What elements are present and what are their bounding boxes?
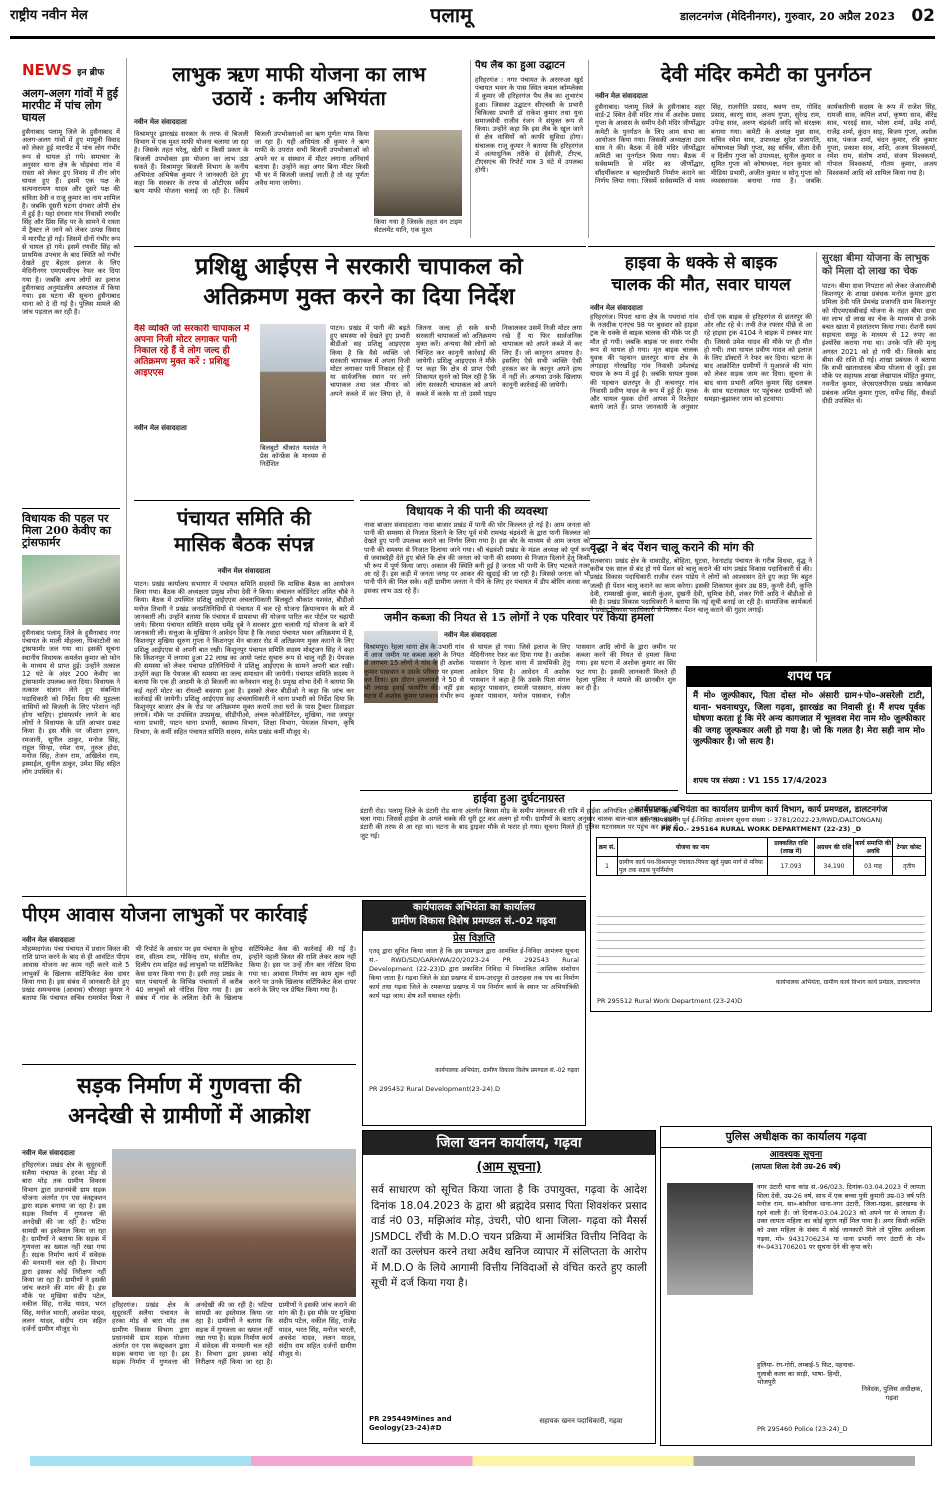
land-body: विश्रामपुर। रेहला थाना क्षेत्र के उभारी गांव में आज जमीन पर कब्जा करने के नियत से लगभग 15 लोगों ने गांव के ही अशोक कुमार पासवान व उसके परिवार पर हमला कर दिया। इस दौरान हमलावरों ने 50 से भी ज्यादा हवाई फायरिंग की। वहीं इस घटना में अशोक कुमार पासवान गंभीर रूप से घायल हो गया। जिसे इलाज के लिए मेदिनीनगर रेफर कर दिया गया है। अशोक पासवान ने रेहला थाना में प्राथमिकी हेतु आवेदन दिया है। आवेदन में अशोक पासवान ने कहा है कि उसके पिता मंगल बहादुर पासवान, रामजी पासवान, संजय कुमार पासवान, मनोज पासवान, रंजीत पासवान आदि लोगों के द्वारा जमीन पर कब्जा करने की नियत से हमला किया गया। इस घटना में अशोक कुमार का सिर फट गया है। इसकी जानकारी मिलते ही रेहला पुलिस ने मामले की छानबीन शुरु कर दी है।	[364, 643, 676, 701]
table-cell: ग्रामीण कार्य पथ-विश्रामपुर पंचायत-पिपरा खुर्द मुख्य मार्ग से मनिया पुल तक सड़क पुनर्निर्माण	[618, 857, 768, 876]
pmay-story	[22, 900, 356, 1050]
brief-item-title: विधायक की पहल पर मिला 200 केवीए का ट्रांसफार्मर	[22, 512, 111, 549]
panchayat-headline: पंचायत समिति की	[177, 506, 311, 530]
insurance-body: पाटन। बीमा दावा निपटारा को लेकर जेआरजीबी किशनपुर के शाखा प्रबंधक मनोज कुमार द्वारा प्रमिला देवी पति प्रेमचंद्र प्रजापति ग्राम किशनपुर को पीएमएसबीवाई योजना के तहत बीमा दावा का लाभ दो लाख का चेक के माध्यम से उनके बचत खाता में हस्तांतरण किया गया। रोशनी स्वयं सहायता समूह के माध्यम से 12 रुपए का इंश्योरेंस कराया गया था। उनके पति की मृत्यु अगस्त 2021 को हो गयी थी। जिसके बाद बीमा की राशि दी गई। शाखा प्रबंधक ने बताया कि सभी खाताधारक बीमा योजना से जुड़ें। इस मौके पर सहायक शाखा लेखापाल मोहित कुमार, नवनीत कुमार, जेएसएलपीएस प्रखंड कार्यक्रम प्रबंधक अमित कुमार गुप्ता, धर्मेन्द्र सिंह, सैकड़ों दीदी उपस्थित थे।	[822, 282, 936, 405]
rural-dev-title: कार्यपालक अभियंता का कार्यालय	[363, 901, 585, 915]
rwd-signature: कार्यपालक अभियंता, ग्रामीण कार्य विभाग कार्य प्रमंडल, डालटनगंज	[775, 979, 921, 986]
rwd-tender-ad	[590, 800, 932, 1012]
byline: नवीन मेल संवाददाता	[134, 424, 187, 432]
highway-story	[590, 252, 812, 532]
path-lab-story	[470, 60, 583, 238]
ias-headline: प्रशिक्षु आईएस ने सरकारी चापाकल को	[195, 253, 523, 280]
police-subheading: (लापता शिला देवी उम्र-26 वर्ष)	[751, 1162, 841, 1171]
temple-story	[588, 60, 937, 238]
temple-body: हुसैनाबाद। पलामू जिले के हुसैनाबाद शहर वार्ड-2 स्थित देवी मंदिर गांव में अशोक प्रसाद गुप्ता के आवास के समीप देवी मंदिर जीर्णोद्धार कमेटी के पुनर्गठन के लिए आम सभा का आयोजन किया गया। जिसकी अध्यक्षता उदय साव ने की। बैठक में देवी मंदिर जीर्णोद्धार कमिटी का पुनर्गठन किया गया। बैठक में सर्वसम्मति से मंदिर का जीर्णोद्धार, सौंदर्यीकरण व चहारदीवारी निर्माण कराने का निर्णय लिया गया। जिसमें सर्वसम्मति से मध्य सिंह, राजनीति प्रसाद, श्रवण राम, गोविंद प्रसाद, कारगु साव, अजय गुप्ता, सुरेन्द्र राम, उपेन्द्र साव, अरुण चंद्रवंशी आदि को संरक्षक बनाया गया। कमेटी के अध्यक्ष मुन्ना साव, सचिव रमेश साव, उपाध्यक्ष सुरेश प्रजापति, कोषाध्यक्ष मिन्नी गुप्ता, सह सचिव, सीता देवी व दिलीप गुप्ता को उपाध्यक्ष, सुनील कुमार व सुमित गुप्ता को कोषाध्यक्ष, नंदन कुमार को मीडिया प्रभारी, अजीत कुमार व सोनू गुप्ता को व्यवस्थापक बनाया गया है। जबकि कार्यकारिणी सदस्य के रूप में राजेश सिंह, रामजी साव, कपिल शर्मा, कृष्णा साव, बीरेंद्र साव, भरदई साव, भोला शर्मा, उमेंद्र शर्मा, राजेंद्र शर्मा, कुंदन साह, बिजय गुप्ता, अशोक साव, पंकज शर्मा, चंदन कुमार, रवि कुमार गुप्ता, प्रकाश साव, शशि, अजय विश्वकर्मा, रमेश राम, संतोष शर्मा, संजय विश्वकर्मा, गोपाल विश्वकर्मा, गौतम कुमार, अजय विश्वकर्मा आदि को शामिल किया गया है।	[595, 103, 937, 185]
rwd-title: कार्यपालक अभियंता का कार्यालय ग्रामीण कार्य विभाग, कार्य प्रमण्डल, डालटनगंज	[634, 805, 888, 815]
missing-person-photo	[667, 1183, 753, 1295]
loan-body: विश्रामपुर झारखंड सरकार के तरफ से बिजली विभाग में एक मुश्त माफी योजना चलाया जा रहा है। जिसके तहत घरेलू, खेती व किसी प्रकार के बिजली उपभोक्ता इस योजना का लाभ उठा सकते हैं। विश्रामपुर बिजली विभाग के कनीय अभियंता अभिषेक कुमार ने जानकारी देते हुए कहा कि सरकार के तरफ से ओटीएस स्कीम ऋण माफी योजना चलाई जा रही है। जिसमें बिजली उपभोक्ताओं का ऋण पूर्णतः माफ किया जा रहा है। यही अधियंता श्री कुमार ने ऋण माफी के उपरांत सभी बिजली उपभोक्ताओं को अपने घर व संस्थान में मीटर लगाना अनिवार्य बताया है। उन्होंने कहा अगर बिना मीटर किसी भी घर में बिजली जलाई जाती है तो वह पूर्णतः अवैध माना जायेगा।	[134, 130, 369, 196]
news-brief-column	[22, 60, 120, 890]
news-brief-tag	[22, 60, 120, 82]
hiwa-body: डंटारी रोड। पलामू जिले के डंटारी रोड थाना अंतर्गत बिरसा मोड़ के समीप मंगलवार की रात्रि में हाईवा अनियंत्रित होकर रोड से खाई में चला गया। जिससे हाईवा के अगले चक्के की धुरी टूट कर अलग हो गयी। ग्रामीणों के बताए अनुसार चालक बाल-बाल बच गया। हाइवा डंटारी की तरफ से आ रहा था। घटना के बाद ड्राइवर मौके से फरार हो गया। सूचना मिलते ही पुलिस घटनास्थल पर पहुंच कर जांच में जुट गई।	[360, 807, 678, 840]
page-number: 02	[911, 6, 935, 26]
ias-photo-caption: बिलबुटो श्रीकांत यशवंत ने प्रेस कॉन्फ्रेंस के माध्यम से निर्देशित	[260, 444, 326, 469]
pmay-body: मोहम्मदगंज। पंचा पंचायत में प्रधान किस्त की राशि प्राप्त करने के बाद से ही आवंटित पीएम आवास योजना का काम नहीं करने वाले 5 लाभुकों के खिलाफ सर्टिफिकेट केस दायर किया गया है। इस संबंध में जानकारी देते हुए प्रखंड समन्वयक (आवास) चौरसहा कुमार ने बताया कि पंचायत सचिव रामरमेश मिश्रा ने भी रिपोर्ट के आधार पर इस पंचायत के सुरेन्द्र राम, सीतम राम, गोविन्द राम, संजीत राम, दिलीप राम सहित कई लाभुकों पर सर्टिफिकेट केस दायर किया गया है। इसी तरह प्रखंड के सात पंचायतों के विभिन्न पंचायतों में करीब 40 लाभुकों को नोटिस दिया गया है। इस संबंध में गांव के ललिता देवी के खिलाफ सर्टिफिकेट केस की कार्रवाई की गई है। इन्होंने पहली किस्त की राशि लेकर काम नहीं किया है। इस पर उन्हें तीन बार नोटिस दिया गया था। आवास निर्माण का काम शुरू नहीं करने पर उनके खिलाफ सर्टिफिकेट केस दायर करने के लिए पत्र प्रेषित किया गया है।	[22, 945, 356, 1003]
hiwa-headline: हाईवा हुआ दुर्घटनाग्रस्त	[473, 792, 565, 805]
affidavit-title: शपथ पत्र	[687, 667, 931, 687]
section-rule	[588, 246, 935, 247]
panchayat-story	[134, 500, 354, 891]
mines-footer: PR 295449Mines and Geology(23-24)#D	[369, 1415, 452, 1432]
loan-headline-2: उठायें : कनीय अभियंता	[212, 86, 386, 110]
byline: नवीन मेल संवाददाता	[134, 118, 187, 126]
table-header: प्राक्कलित राशि (लाख में)	[768, 838, 815, 857]
brief-item-body: हुसैनाबाद पलामू जिले के हुसैनाबाद नगर पंचायत के माली मोहल्ला, पिकाटोली का ट्रांसफार्मर जल गया था। इसकी सूचना स्थानीय विधायक कमलेश कुमार को फोन के माध्यम से प्राप्त हुई। उन्होंने तत्काल 12 घंटे के अंदर 200 केवीए का ट्रांसफार्मर उपलब्ध करा दिया। विधायक ने तत्काल संज्ञान लेते हुए संबन्धित पदाधिकारी को निर्देश दिया की मुहल्ला वासियों को बिजली के लिए परेशान नहीं होना चाहिए। ट्रांसफार्मर लगने के बाद लोगों ने विधायक के प्रति आभार प्रकट किया है। इस मौके पर जीशान हसन, रमजानी, सुनील ठाकुर, मनोज सिंह, राहुल सिन्हा, रमेश राम, नुरुल होदा, मनोज सिंह, तेजन राम, अखिलेश राम, इस्माईल, सुनील ठाकुर, उमेश सिंह सहित लोग उपस्थित थे।	[22, 629, 120, 777]
photo-caption: किया गया है जिसके तहत वन टाइम सेटलमेंट यानि, एक मुश्त	[374, 218, 462, 235]
pmay-headline: पीएम आवास योजना लाभुकों पर कार्रवाई	[22, 904, 308, 926]
table-cell: 1	[597, 857, 618, 876]
masthead-rule	[10, 36, 935, 39]
police-ad	[660, 1126, 932, 1446]
police-description: हुलिया- रंग-गोरी, लम्बाई-5 फिट, पहनावा- गुलाबी कलर का साड़ी, भाषा- हिन्दी, भोजपुरी	[757, 1361, 856, 1387]
table-cell: तृतीय	[893, 857, 926, 876]
transformer-photo	[22, 555, 120, 625]
rwd-footer: PR 295512 Rural Work Department (23-24)D	[597, 997, 743, 1005]
byline: नवीन मेल संवाददाता	[217, 567, 271, 575]
police-heading: आवश्यक सूचना	[769, 1150, 823, 1160]
table-header: अग्रधन की राशि	[815, 838, 854, 857]
masthead	[10, 0, 935, 46]
pullquote: वैसे व्यक्ति जो सरकारी चापाकल में अपना निजी मोटर लगाकर पानी निकाल रहे हैं वे लोग जल्द ही अतिक्रमण मुक्त करें : प्रशिक्षु आइएएस	[134, 324, 250, 378]
section-rule	[134, 246, 586, 247]
road-body-col1: हरिहरगंज। प्रखंड क्षेत्र के सुदूरवर्ती सलैया पंचायत के हरका मोड़ से बारा मोड़ तक ग्रामीण विकास विभाग द्वारा प्रधानमंत्री ग्राम सड़क योजना अंतर्गत एन एस कंस्ट्रक्शन द्वारा सड़क बनाया जा रहा है। इस सड़क निर्माण में गुणवत्ता की अनदेखी की जा रही है। घटिया सामग्री का इस्तेमाल किया जा रहा है। ग्रामीणों ने बताया कि सड़क में गुणवत्ता का ख्याल नहीं रखा गया है। सड़क निर्माण कार्य में संवेदक की मनमानी चल रही है। विभाग द्वारा इसका कोई निरीक्षण नहीं किया जा रहा है। ग्रामीणों ने इसकी जांच कराने की मांग की है। इस मौके पर मुखिया संदीप पटेल, वकील सिंह, राजेंद्र यादव, भरत सिंह, मनोज भारती, अवधेश यादव, ललन यादव, संदीप राम सहित दर्जनों ग्रामीण मौजूद थे।	[22, 1161, 106, 1334]
affidavit-number: शपथ पत्र संख्या : V1 155 17/4/2023	[693, 776, 828, 785]
mines-signature: सहायक खनन पदाधिकारी, गढ़वा	[539, 1417, 623, 1425]
road-body-col2: हरिहरगंज। प्रखंड क्षेत्र के सुदूरवर्ती सलैया पंचायत के हरका मोड़ से बारा मोड़ तक ग्रामीण विकास विभाग द्वारा प्रधानमंत्री ग्राम सड़क योजना अंतर्गत एन एस कंस्ट्रक्शन द्वारा सड़क बनाया जा रहा है। इस सड़क निर्माण में गुणवत्ता की अनदेखी की जा रही है। घटिया सामग्री का इस्तेमाल किया जा रहा है। ग्रामीणों ने बताया कि सड़क में गुणवत्ता का ख्याल नहीं रखा गया है। सड़क निर्माण कार्य में संवेदक की मनमानी चल रही है। विभाग द्वारा इसका कोई निरीक्षण नहीं किया जा रहा है। ग्रामीणों ने इसकी जांच कराने की मांग की है। इस मौके पर मुखिया संदीप पटेल, वकील सिंह, राजेंद्र यादव, भरत सिंह, मनोज भारती, अवधेश यादव, ललन यादव, संदीप राम सहित दर्जनों ग्रामीण मौजूद थे।	[112, 1301, 356, 1367]
rwd-fine-print	[597, 911, 925, 975]
brief-item-body: हुसैनाबाद पलामू जिले के हुसैनाबाद में अलग-अलग गांवों में हुए मामूली विवाद को लेकर हुई मारपीट में पांच लोग गंभीर रूप से घायल हो गये। समाचार के अनुसार थाना क्षेत्र के घोड़बंधा गांव में रास्ता को लेकर हुए विवाद में तीन लोग घायल हुए हैं। इसमें एक पक्ष के सत्यनारायण यादव और दूसरे पक्ष की सविता देवी व राजू कुमार का नाम शामिल है। जबकि दूसरी घटना दंगवार ओपी क्षेत्र में हुई है। यहां दंगवार गांव निवासी रणवीर सिंह और प्रिंस सिंह पर के सामने ये रास्ता में ट्रैक्टर ले जाने को लेकर उत्पन्न विवाद में मारपीट हो गई। जिसमें दोनों गंभीर रूप से घायल हो गये। इसमें रणवीर सिंह को प्राथमिक उपचार के बाद स्थिति को गंभीर देखते हुए बेहतर इलाज के लिए मेदिनीनगर एमएमसीएच रेफर कर दिया गया है। जबकि अन्य लोगों का इलाज हुसैनाबाद अनुमंडलीय अस्पताल में किया गया। इस घटना की सूचना हुसैनाबाद थाना को दे दी गई है। पुलिस मामले की जांच पड़ताल कर रही है।	[22, 128, 120, 317]
table-header: कार्य समाप्ति की अवधि	[854, 838, 893, 857]
table-cell: 03 माह	[854, 857, 893, 876]
byline: नवीन मेल संवाददाता	[22, 936, 75, 944]
path-lab-body: हरिहरगंज : नगर पंचायत के अरररुआ खुर्द पंचायत भवन के पास स्थित कमल कॉम्प्लेक्स में कुमार जी हरिहरगंज पैथ लैब का शुभारंभ हुआ। जिसका उद्घाटन सीएचसी के प्रभारी चिकित्सा प्रभारी डॉ राकेश कुमार तथा युवा समाजसेवी राजीव रंजन ने संयुक्त रूप से किया। उन्होंने कहा कि इस लैब के खुल जाने से क्षेत्र वासियों को काफी सुविधा होगा। संचालक राजू कुमार ने बताया कि हरिहरगंज में अत्याधुनिक तरीके से ईसीजी, टीएच, टीएसएच की रिपोर्ट मात्र 3 घंटे में उपलब्ध होगी।	[475, 76, 583, 175]
section-rule	[22, 896, 586, 897]
ias-headline-2: अतिक्रमण मुक्त करने का दिया निर्देश	[203, 283, 515, 310]
loan-headline: लाभुक ऋण माफी योजना का लाभ	[172, 62, 426, 86]
byline: नवीन मेल संवाददाता	[444, 631, 497, 639]
byline: नवीन मेल संवाददाता	[595, 92, 648, 100]
panchayat-body: पाटन। प्रखंड कार्यालय सभागार में पंचायत समिति सदस्यों कि मासिक बैठक का आयोजन किया गया। बैठक की अध्यक्षता प्रमुख शोभा देवी ने किया। संचालन कोर्डिनेटर अमित चौबे ने किया। बैठक में उपस्थित प्रशिक्षु आईएएस अंचलाधिकारी बिलबुटो श्रीकांत यशवंत, बीडीओ मनोज तिवारी ने प्रखंड जनप्रतिनिधियों से पंचायत में चल रहे योजना क्रियान्वयन के बारे में जानकारी ली। उन्होंने बताया कि पंचायत में ग्रामसभा की योजना पारित कर पोर्टल पर चढ़ायी जाये। सिरमा पंचायत समिति सदस्य धर्मेंद्र दुबे ने सरकार द्वारा चलायी गई योजना के बारे में जानकारी ली। सत्तुआ के मुखिया ने आवेदन दिया है कि नवादा पंचायत भवन अतिक्रमण में है, किशनपुर मुखिया सुरुण गुप्ता ने किशनपुर मेन बाजार रोड में अतिक्रमण मुक्त कराने के लिए प्रशिक्षु आईएएस से अपनी बात रखी। किशुनपुर पंचायत समिति सदस्य मोस्ट्रंजन सिंह ने कहा कि किशनपुर में लगाया हुआ 22 लाख का आयो प्लांट सुचारु रूप से चालू नहीं है। पेयजल की समस्या को लेकर पंचायत प्रतिनिधियों ने प्रशिक्षु आईएएस के सामने अपनी बात रखी। उन्होंने कहा कि पेयजल की समस्या का जल्द समाधान की जायेगी। पंचायत समिति सदस्य ने बताया कि एक ही आदमी के दो बिजली का कनेक्शन चालू है। प्रमुख शोभा देवी ने बताया कि कई नहरों मोटर का रॉयल्टी बकाया हुआ है। इसको लेकर बीडीओ ने कहा कि जांच कर कार्रवाई की जायेगी। प्रशिक्षु आईएएस सह अंचलाधिकारी ने थाना प्रभारी को निर्देश दिया कि किशुनपुर बाजार क्षेत्र के रोड पर अतिक्रमण मुक्त करायें तथा घरों के पास ट्रैक्टर डिवाइडर लगायें। मौके पर उपस्थित उपप्रमुख, सीडीपीओ, अंचल कोऑर्डिनेटर, मुखिया, नवा जयपुर थाना प्रभारी, पाटन थाना प्रभारी, स्वास्थ्य विभाग, शिक्षा विभाग, पेयजल विभाग, कृषि विभाग, के कर्मी सहित पंचायत समिति सदस्य, समेत प्रखंड कर्मी मौजूद थे।	[134, 580, 354, 736]
table-header: क्रम सं.	[597, 838, 618, 857]
police-title: पुलिस अधीक्षक का कार्यालय गढ़वा	[661, 1127, 931, 1148]
rural-dev-signature: कार्यपालक अभियंता, ग्रामीण विकास विशेष प्रमण्डल सं.-02 गढ़वा	[435, 1067, 579, 1074]
section-title: पलामू	[430, 3, 473, 27]
table-header: योजना का नाम	[618, 838, 768, 857]
police-footer: PR 295460 Police (23-24)_D	[757, 1425, 848, 1433]
table-header: टेन्डर कोस्ट	[893, 838, 926, 857]
rwd-pr: PR NO.- 295164 RURAL WORK DEPARTMENT (22-23) _D	[660, 825, 862, 833]
news-tag: NEWS	[22, 61, 73, 79]
table-cell: 17.093	[768, 857, 815, 876]
highway-body: हरिहरगंज। पिपरा थाना क्षेत्र के पथरावां गांव के नजदीक एनएच 98 पर बुधवार को हाइवा ट्रक के धक्के से बाइक चालक की मौके पर ही मौत हो गयी। जबकि बाइक पर सवार गंभीर रूप से घायल हो गया। मृत बाइक चालक युवक की पहचान छतरपुर थाना क्षेत्र के लंगड़ाहा गोरखदिह गांव निवासी उमेशचंद्र यादव के रूप में हुई है। जबकि घायल युवक की पहचान छतरपुर के ही कचनपुर गांव निवासी प्रवीण यादव के रूप में हुई है। मृतक और घायल युवक दोनों आपस में रिश्तेदार बताये जाते हैं। प्राप्त जानकारी के अनुसार दोनों एक बाइक से हरिहरगंज से छतरपुर की ओर लौट रहे थे। तभी तेज रफ्तार पीछे से आ रहे हाइवा ट्रक 4104 ने बाइक में टक्कर मार दी। जिससे उमेश यादव की मौके पर ही मौत हो गयी। तथा घायल प्रवीण यादव को इलाज के लिए डॉक्टरों ने रेफर कर दिया। घटना के बाद आक्रोशित ग्रामीणों ने मुआवजे की मांग को लेकर सड़क जाम कर दिया। सूचना के बाद थाना प्रभारी अमित कुमार सिंह दलबल के साथ घटनास्थल पर पहुंचकर ग्रामीणों को समझा-बुझाकर जाम को हटवाया।	[590, 313, 812, 412]
rural-dev-title-2: ग्रामीण विकास विशेष प्रमण्डल सं.-02 गढ़वा	[363, 915, 585, 931]
dateline: डालटनगंज (मेदिनीनगर), गुरुवार, 20 अप्रैल 2023	[679, 10, 895, 23]
loan-story	[134, 62, 464, 242]
land-story	[360, 608, 678, 787]
brief-tag: इन ब्रीफ	[77, 68, 105, 78]
insurance-headline: सुरक्षा बीमा योजना के लाभुक को मिला दो लाख का चेक	[822, 253, 930, 277]
pension-body: सतबरवा। प्रखंड क्षेत्र के धावाडीह, बोहिता, घुटवा, रेवनाटांड़ पंचायत के गरीब विधवा, वृद्ध ने करीब एक साल से बंद हो गये पेंशन को चालू कराने की मांग प्रखंड विकास पदाधिकारी से की। प्रखंड विकास पदाधिकारी राजीव रंजन पांडेय ने लोगों को आश्वासन देते हुए कहा कि बहुत जल्दी ही पेंशन चालू कराने का काम करेगा। इसकी शिकायत कुंवर उम्र 89, कुन्ती देवी, कुन्ति देवी, रामसखी कुंवर, बसंती कुंअर, दुखनी देवी, सुमित्रा देवी, शंकर गिरी आदि ने बीडीओ से की है। प्रखंड विकास पदाधिकारी ने बताया कि नई सूची बनाई जा रही है। सामाजिक कार्यकर्ता ने प्रखंड विकास पदाधिकारी से मिलकर पेंशन चालू कराने की गुहार लगाई।	[590, 557, 812, 615]
police-signature: निवेदक, पुलिस अधीक्षक, गढ़वा	[861, 1385, 923, 1402]
column-divider	[126, 58, 127, 896]
villagers-protest-photo	[112, 1149, 356, 1297]
mines-ad	[362, 1130, 656, 1444]
road-story	[22, 1064, 356, 1447]
ias-officer-photo	[260, 324, 326, 442]
affidavit-notice	[686, 666, 932, 794]
police-body: नगर उंटारी थाना कांड सं.-96/023, दिनांक-03.04.2023 में लापता शिला देवी, उम्र-26 वर्ष, साथ में एक बच्चा पुत्री कुमारी उम्र-03 वर्ष पति मनोज राम, सा०-बांसीधर थाना-नगर उंटारी, जिला-गढ़वा, झारखण्ड के रहने वाली हैं। जो दिनांक-03.04.2023 को अपने घर से लापता हैं। उक्त लापता महिला का कोई सुराग नहीं मिल पाया है। अगर किसी व्यक्ति को उक्त महिला के संबंध में कोई जानकारी मिले तो पुलिस अधीक्षक गढ़वा, मो० 9431706234 या थाना प्रभारी नगर उंटारी के मो० नं०-9431706201 पर सूचना देने की कृपा करें।	[757, 1183, 925, 1252]
mla-water-story	[360, 500, 590, 605]
highway-headline-2: चालक की मौत, सवार घायल	[611, 275, 791, 295]
press-release-heading: प्रेस विज्ञप्ति	[453, 933, 495, 944]
insurance-story	[816, 252, 936, 662]
mla-water-body: नावा बाजार संवाददाता। नावा बाजार प्रखंड में पानी की घोर किल्लत हो गई है। आम जनता को पानी की समस्या से निजात दिलाने के लिए पूर्व मंत्री रामचंद्र चंद्रवंशी के द्वारा पानी किल्लत को देखते हुए पानी उपलब्ध कराने का निर्णय लिया गया है। इस बोर के माध्यम से आम जनता को पानी की समस्या से निजात दिलाया जाने गया। श्री चंद्रवंशी प्रखंड के मंडल अध्यक्ष को पूर्ण रूप से जवाबदेही देते हुए बोले कि क्षेत्र की जनता को पानी की समस्या से निजात दिलाने हेतु किसी भी रूप में पूर्ण किया जाए। अकाल की स्थिति बनी हुई है जनता भी पानी के लिए भटकते नजर आ रहे हैं। इस कड़ी में जनता जगह पर आकर की खुदाई की जा रही है। जिससे जनता को भी पानी पीने की मिल सके। वहीं ग्रामीण जनता ने पीने के लिए हर पंचायत में डीप बोरिंग करवा कर इसका लाभ उठा रहे हैं।	[364, 521, 590, 595]
paper-logo: राष्ट्रीय नवीन मेल	[10, 8, 88, 23]
office-photo	[374, 130, 462, 216]
rural-dev-footer: PR 295452 Rural Development(23-24).D	[369, 1085, 501, 1093]
byline: नवीन मेल संवाददाता	[590, 304, 643, 312]
mines-title: जिला खनन कार्यालय, गढ़वा	[363, 1131, 655, 1155]
temple-headline: देवी मंदिर कमेटी का पुनर्गठन	[660, 62, 872, 86]
panchayat-headline-2: मासिक बैठक संपन्न	[174, 532, 314, 556]
ias-story	[134, 252, 584, 494]
pension-headline: वृद्धा ने बंद पेंशन चालू कराने की मांग की	[590, 541, 754, 554]
road-headline: सड़क निर्माण में गुणवत्ता की	[76, 1073, 302, 1099]
land-headline: जमीन कब्जा की नियत से 15 लोगों ने एक परिवार पर किया हमला	[384, 611, 654, 624]
table-cell: 34,190	[815, 857, 854, 876]
byline: नवीन मेल संवाददाता	[22, 1149, 75, 1157]
path-lab-headline: पैथ लैब का हुआ उद्घाटन	[475, 60, 565, 71]
mines-heading: (आम सूचना)	[476, 1160, 542, 1175]
ias-body: पाटन। प्रखंड में पानी की बढ़ते हुए समस्या को देखते हुए प्रभारी बीडीओ सह प्रशिक्षु आइएएस किया है कि वैसे व्यक्ति जो सरकारी चापाकल में अपना निजी मोटर लगाकर पानी निकाल रहे हैं या सार्वजनिक स्थान पर लगे चापाकल तथा जल मीनार को अपने कब्जे में कर लिया हो, वे जितना जल्द हो सके सभी सरकारी चापाकलों को अतिक्रमण मुक्त करें। अन्यथा वैसे लोगों को चिन्हित कर कानूनी कार्रवाई की जायेगी। प्रशिक्षु आइएएस ने मौके पर कहा कि क्षेत्र से प्राप्त ऐसी शिकायत सुनने को मिल रही है कि लोग सरकारी चापाकल को अपने कब्जे में करके या तो उसमें पाइप निकालकर उसमें निजी मोटर लगा रखे हैं या फिर सार्वजनिक चापाकल को अपने कब्जे में कर लिए हैं। जो कानूनन अपराध है। इसलिए ऐसे सभी व्यक्ति ऐसी हरकत कर के कानून अपने हाथ में नहीं लें। अन्यथा उनके खिलाफ कानूनी कार्रवाई की जायेगी।	[330, 324, 582, 398]
rural-dev-body: एतद् द्वारा सूचित किया जाता है कि इस प्रमण्डल द्वारा आमंत्रित ई-निविदा आमंत्रण सूचना सं.- RWD/SD/GARHWA/20/2023-24 PR 292543 Rural Development (22-23)D द्वारा प्रकाशित निविदा में निम्नांकित आंशिक संशोधन किया जाता है। गढ़वा जिले के डंडा प्रखण्ड में ग्राम-उरदपुर से उतराहवा तक पथ का निर्माण कार्य तथा गढ़वा जिले के रमकण्डा प्रखण्ड में पथ निर्माण कार्य के स्थान पर अभियांत्रिकी कार्य पढ़ा जाय। शेष शर्तें यथावत रहेगी।	[369, 947, 579, 1000]
rural-dev-ad	[362, 900, 586, 1126]
road-headline-2: अनदेखी से ग्रामीणों में आक्रोश	[68, 1103, 310, 1129]
affidavit-body: मैं मो० जुल्फीकार, पिता दोस्त मो० अंसारी ग्राम+पो०-असरेली टाटी, थाना- भवनाथपुर, जिला गढ़वा, झारखंड का निवासी हूं। मैं शपथ पूर्वक घोषणा करता हूं कि मेरे अन्य कागजात में भूलवश मेरा नाम मो० जुल्फीकार की जगह जुल्फकार अली हो गया है। जो कि गलत है। मेरा सही नाम मो० जुल्फीकार है। जो सत्य है।	[693, 691, 925, 748]
mines-body: सर्व साधारण को सूचित किया जाता है कि उपायुक्त, गढ़वा के आदेश दिनांक 18.04.2023 के द्वारा श्री ब्रह्मदेव प्रसाद पिता शिवशंकर प्रसाद वार्ड नं0 03, मझिआंव मोड़, उंचरी, पो0 थाना जिला- गढ़वा को मैसर्स JSMDCL राँची के M.D.O चयन प्रक्रिया में आमंत्रित वित्तीय निविदा के शर्तों का उल्लंघन करने तथा अवैध खनिज व्यापार में संलिप्तता के आरोप में M.D.O के लिये आगामी वित्तीय निविदाओं से वंचित करते हुए काली सूची में दर्ज किया गया है।	[371, 1184, 647, 1289]
mla-water-headline: विधायक ने की पानी की व्यवस्था	[406, 504, 548, 518]
brief-item-title: अलग-अलग गांवों में हुई मारपीट में पांच लोग घायल	[22, 87, 118, 124]
color-registration-bar	[30, 1456, 915, 1466]
rwd-tender-table	[596, 837, 926, 876]
highway-headline: हाइवा के धक्के से बाइक	[624, 253, 778, 273]
rwd-subtitle: अति अल्पकालीन पुर्न ई-निविदा आमंत्रण सूचना संख्या :- 3781/2022-23/RWD/DALTONGANJ	[639, 816, 883, 824]
